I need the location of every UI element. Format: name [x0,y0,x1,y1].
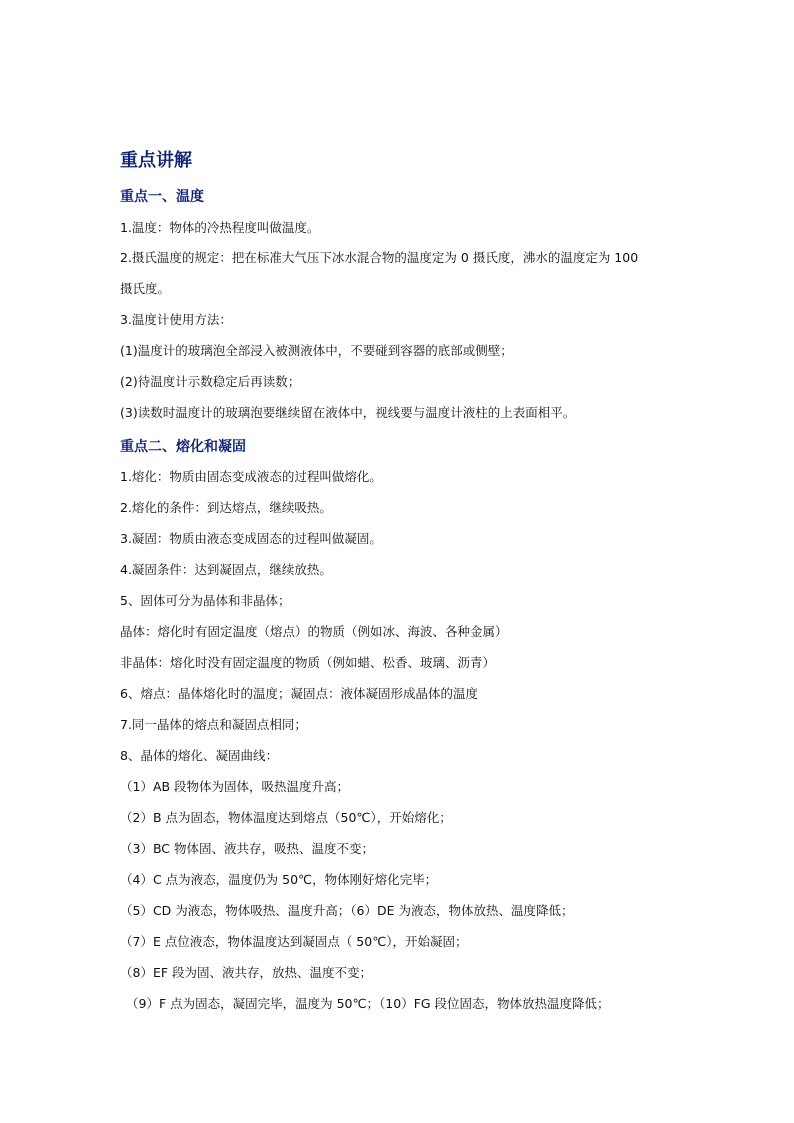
paragraph-line: 晶体：熔化时有固定温度（熔点）的物质（例如冰、海波、各种金属） [120,624,508,639]
paragraph-line: （9）F 点为固态，凝固完毕，温度为 50℃；（10）FG 段位固态，物体放热温度降低； [126,996,610,1011]
paragraph-line: (3)读数时温度计的玻璃泡要继续留在液体中，视线要与温度计液柱的上表面相平。 [120,405,576,420]
paragraph-line: 7.同一晶体的熔点和凝固点相同； [120,717,307,732]
paragraph-line: (1)温度计的玻璃泡全部浸入被测液体中，不要碰到容器的底部或侧壁； [120,343,513,358]
paragraph-line: （3）BC 物体固、液共存，吸热、温度不变； [120,841,375,856]
paragraph-line: 1.温度：物体的冷热程度叫做温度。 [120,220,320,235]
paragraph-line: （4）C 点为液态，温度仍为 50℃，物体刚好熔化完毕； [120,872,438,887]
paragraph-line: (2)待温度计示数稳定后再读数； [120,374,301,389]
paragraph-line: （1）AB 段物体为固体，吸热温度升高； [120,779,350,794]
paragraph-line: （5）CD 为液态，物体吸热、温度升高；（6）DE 为液态，物体放热、温度降低； [120,903,574,918]
paragraph-line: 3.温度计使用方法： [120,312,232,327]
paragraph-line: 2.摄氏温度的规定：把在标准大气压下冰水混合物的温度定为 0 摄氏度，沸水的温度定为 100 [120,250,639,265]
paragraph-line: 5、固体可分为晶体和非晶体； [120,593,291,608]
paragraph-line: （8）EF 段为固、液共存，放热、温度不变； [120,965,373,980]
paragraph-line: 4.凝固条件：达到凝固点，继续放热。 [120,562,332,577]
section-heading-melting: 重点二、熔化和凝固 [120,439,246,455]
paragraph-line: （2）B 点为固态，物体温度达到熔点（50℃），开始熔化； [120,810,452,825]
paragraph-line: 非晶体：熔化时没有固定温度的物质（例如蜡、松香、玻璃、沥青） [120,655,496,670]
paragraph-line: 2.熔化的条件：到达熔点，继续吸热。 [120,500,332,515]
paragraph-line: 1.熔化：物质由固态变成液态的过程叫做熔化。 [120,469,382,484]
paragraph-line: 6、熔点：晶体熔化时的温度；凝固点：液体凝固形成晶体的温度 [120,686,478,701]
paragraph-line: （7）E 点位液态，物体温度达到凝固点（ 50℃），开始凝固； [120,934,468,949]
paragraph-line: 8、晶体的熔化、凝固曲线： [120,748,278,763]
section-heading-temperature: 重点一、温度 [120,189,204,205]
page-title: 重点讲解 [120,150,192,171]
paragraph-line: 3.凝固：物质由液态变成固态的过程叫做凝固。 [120,531,382,546]
paragraph-line: 摄氏度。 [120,281,171,296]
